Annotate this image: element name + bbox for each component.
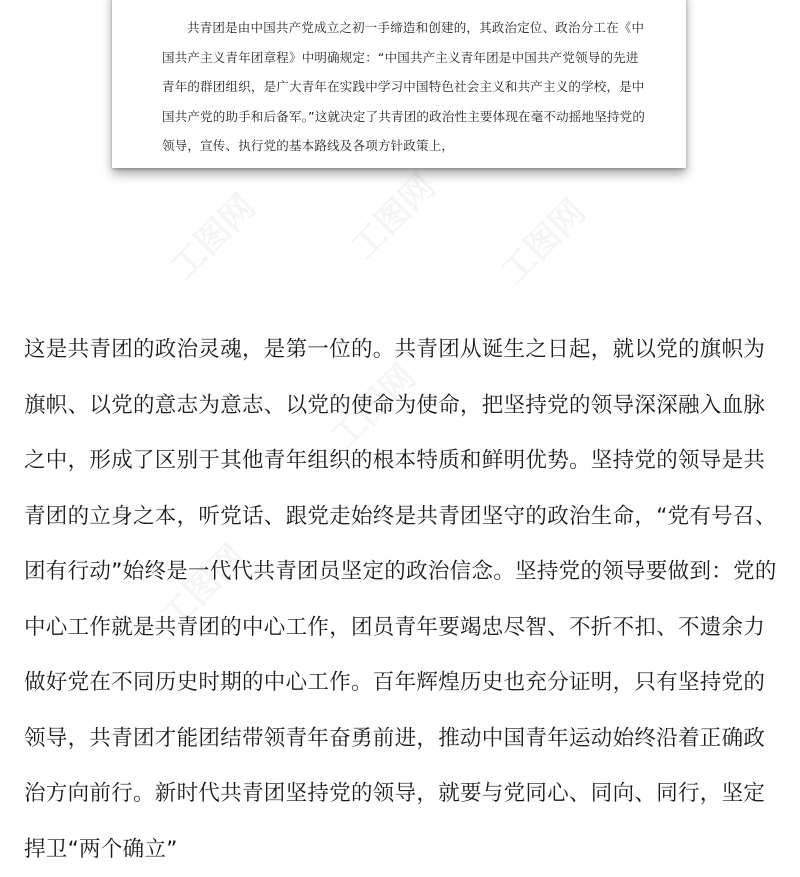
main-body-paragraph: 这是共青团的政治灵魂，是第一位的。共青团从诞生之日起，就以党的旗帜为旗帜、以党的意志为意志、以党的使命为使命，把坚持党的领导深深融入血脉之中，形成了区别于其他青年组织的根本特质和鲜明优势。坚持党的领导是共青团的立身之本，听党话、跟党走始终是共青团坚守的政治生命，“党有号召、团有行动”始终是一代代共青团员坚定的政治信念。坚持党的领导要做到：党的中心工作就是共青团的中心工作，团员青年要竭忠尽智、不折不扣、不遗余力做好党在不同历史时期的中心工作。百年辉煌历史也充分证明，只有坚持党的领导，共青团才能团结带领青年奋勇前进，推动中国青年运动始终沿着正确政治方向前行。新时代共青团坚持党的领导，就要与党同心、同向、同行，坚定捍卫“两个确立” [24,337,777,862]
document-preview-card [112,0,686,168]
watermark [488,186,595,293]
watermark [338,161,445,268]
document-card-paragraph: 共青团是由中国共产党成立之初一手缔造和创建的，其政治定位、政治分工在《中国共产主义青年团章程》中明确规定：“中国共产主义青年团是中国共产党领导的先进青年的群团组织，是广大青年在实践中学习中国特色社会主义和共产主义的学校，是中国共产党的助手和后备军。”这就决定了共青团的政治性主要体现在毫不动摇地坚持党的领导，宣传、执行党的基本路线及各项方针政策上， [162,20,646,153]
watermark [158,181,265,288]
